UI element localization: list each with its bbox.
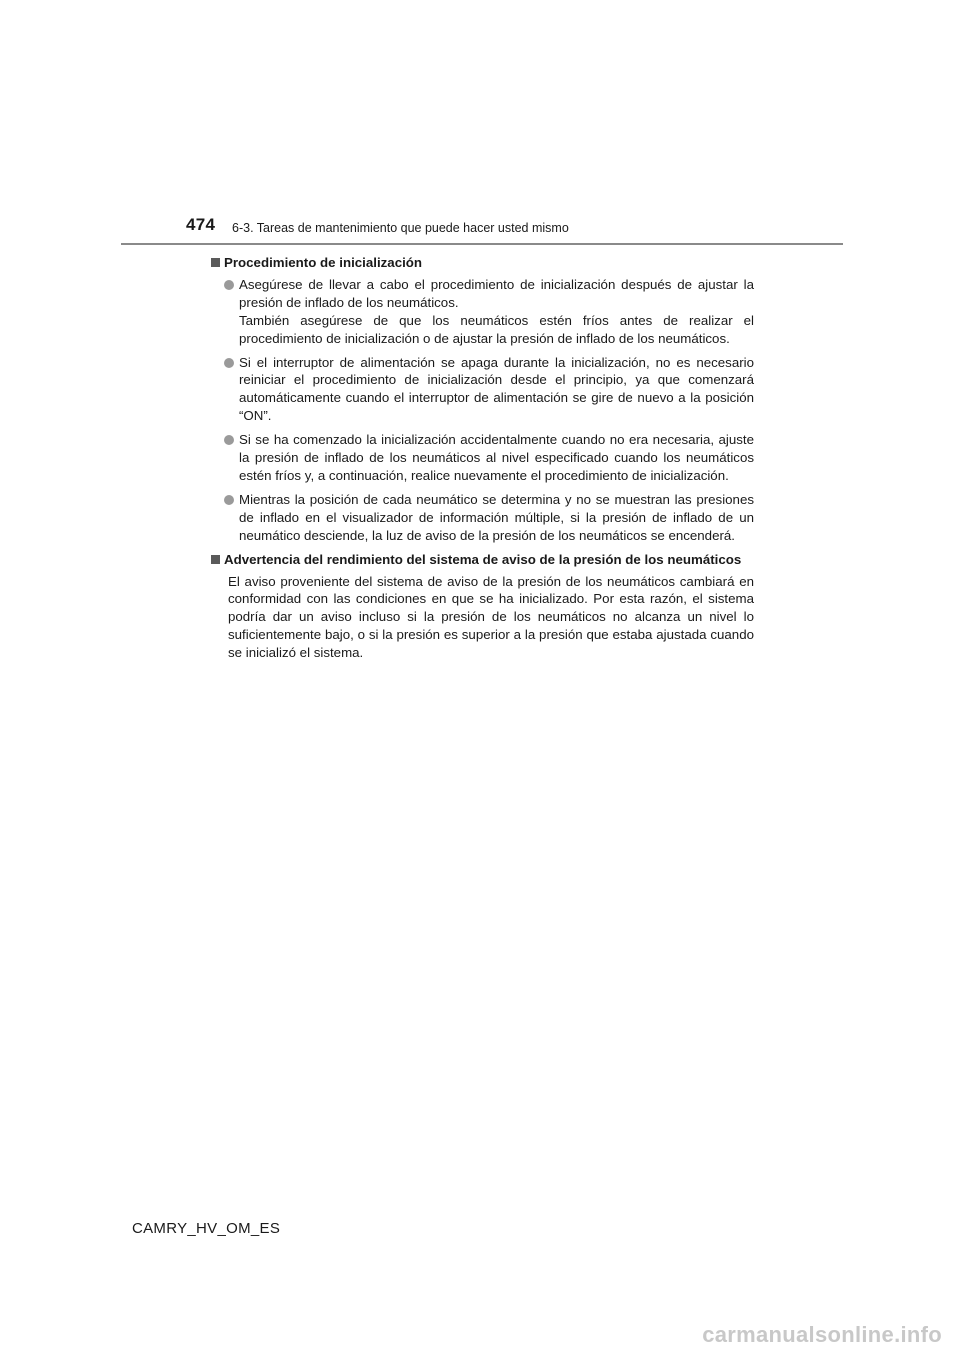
list-item [211, 431, 754, 485]
square-bullet-icon [211, 555, 220, 564]
header-rule [121, 243, 843, 245]
bullet-paragraph: Si el interruptor de alimentación se apaga durante la inicialización, no es necesario reiniciar el procedimiento de inicialización desde el principio, ya que comenzará automáticamente cuando el interruptor de alimentación se gire de nuevo a la posición “ON”. [239, 354, 754, 424]
list-item [211, 491, 754, 545]
bullet-paragraph: También asegúrese de que los neumáticos estén fríos antes de realizar el procedimiento de inicialización o de ajustar la presión de inflado de los neumáticos. [239, 312, 754, 346]
watermark: carmanualsonline.info [702, 1322, 942, 1347]
section-title: 6-3. Tareas de mantenimiento que puede hacer usted mismo [232, 221, 569, 235]
page-number: 474 [186, 215, 216, 234]
circle-bullet-icon [224, 280, 234, 290]
section-heading-initialization [211, 254, 754, 272]
list-item [211, 276, 754, 348]
bullet-paragraph: Asegúrese de llevar a cabo el procedimiento de inicialización después de ajustar la presión de inflado de los neumáticos. [239, 276, 754, 310]
circle-bullet-icon [224, 495, 234, 505]
section-body: El aviso proveniente del sistema de aviso de la presión de los neumáticos cambiará en conformidad con las condiciones en que se ha inicializado. Por esta razón, el sistema podría dar un aviso incluso si la presión de los neumáticos no alcanza un nivel lo suficientemente bajo, o si la presión es superior a la presión que estaba ajustada cuando se inicializó el sistema. [228, 573, 754, 661]
bullet-paragraph: Si se ha comenzado la inicialización accidentalmente cuando no era necesaria, ajuste la presión de inflado de los neumáticos al nivel especificado cuando los neumáticos estén fríos y, a continuación, realice nuevamente el procedimiento de inicialización. [239, 432, 754, 483]
list-item [211, 354, 754, 426]
bullet-paragraph: Mientras la posición de cada neumático se determina y no se muestran las presiones de inflado en el visualizador de información múltiple, si la presión de inflado de un neumático desciende, la luz de aviso de la presión de los neumáticos se encenderá. [239, 491, 754, 543]
circle-bullet-icon [224, 435, 234, 445]
heading-text: Procedimiento de inicialización [224, 255, 423, 270]
heading-text: Advertencia del rendimiento del sistema de aviso de la presión de los neumáticos [224, 551, 742, 567]
section-heading-warning-performance [211, 551, 754, 569]
footer-document-code: CAMRY_HV_OM_ES [132, 1220, 281, 1237]
square-bullet-icon [211, 258, 220, 267]
circle-bullet-icon [224, 358, 234, 368]
page-content [211, 254, 754, 662]
